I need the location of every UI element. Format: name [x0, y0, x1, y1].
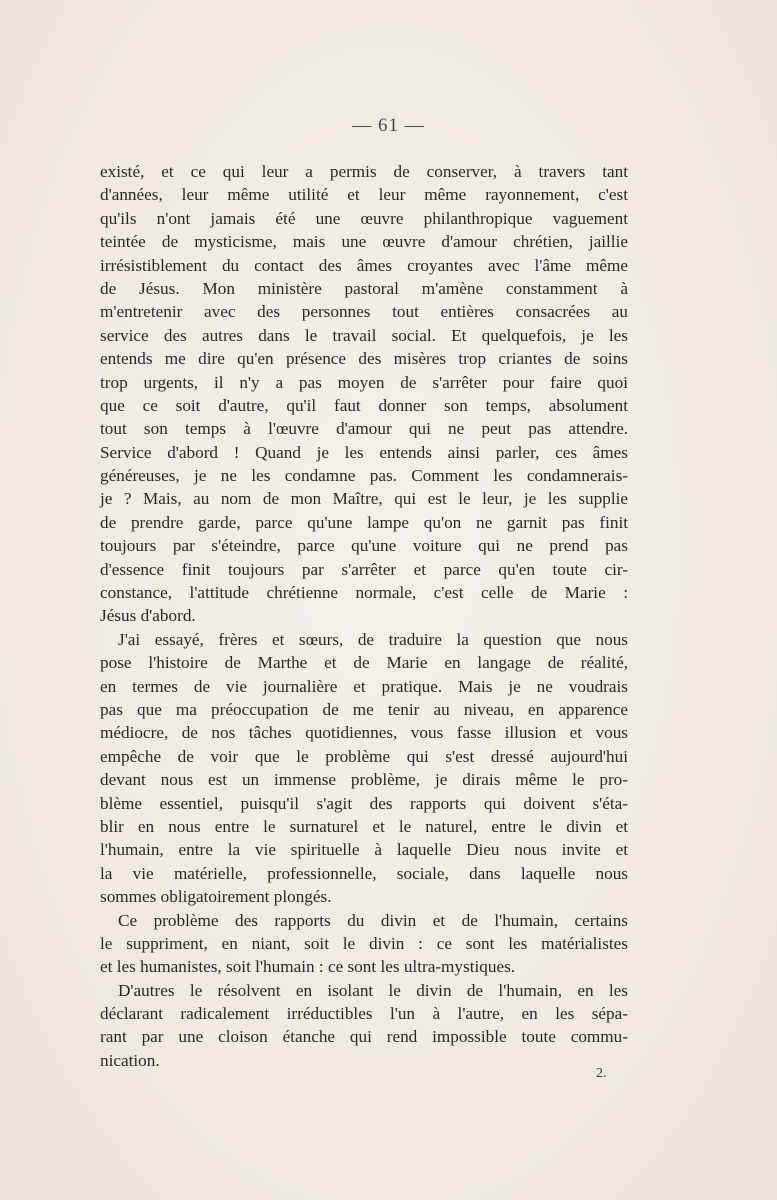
text-line: la vie matérielle, professionnelle, sociale, dans laquelle nous [100, 863, 628, 883]
text-line: pose l'histoire de Marthe et de Marie en langage de réalité, [100, 653, 628, 673]
text-line: en termes de vie journalière et pratique. Mais je ne voudrais [100, 676, 628, 696]
text-line: de Jésus. Mon ministère pastoral m'amène constamment à [100, 278, 628, 298]
text-line: qu'ils n'ont jamais été une œuvre philanthropique vaguement [100, 208, 628, 228]
text-line: le suppriment, en niant, soit le divin : ce sont les matérialistes [100, 933, 628, 953]
text-line: trop urgents, il n'y a pas moyen de s'arrêter pour faire quoi [100, 372, 628, 392]
text-line: et les humanistes, soit l'humain : ce sont les ultra-mystiques. [100, 957, 516, 977]
text-line: Ce problème des rapports du divin et de l'humain, certains [118, 910, 628, 930]
paragraph [100, 628, 628, 909]
text-line: d'essence finit toujours par s'arrêter et parce qu'en toute cir- [100, 559, 628, 579]
text-line: m'entretenir avec des personnes tout entières consacrées au [100, 302, 628, 322]
signature-mark: 2. [596, 1066, 607, 1081]
text-line: existé, et ce qui leur a permis de conserver, à travers tant [100, 162, 628, 181]
text-line: pas que ma préoccupation de me tenir au niveau, en apparence [100, 699, 628, 719]
text-line: d'années, leur même utilité et leur même rayonnement, c'est [100, 185, 628, 205]
text-line: généreuses, je ne les condamne pas. Comment les condamnerais- [100, 466, 628, 486]
page-number: — 61 — [352, 115, 425, 136]
text-line: constance, l'attitude chrétienne normale, c'est celle de Marie : [100, 583, 628, 603]
text-line: Service d'abord ! Quand je les entends ainsi parler, ces âmes [100, 442, 628, 462]
text-line: nication. [100, 1050, 160, 1070]
text-line: toujours par s'éteindre, parce qu'une voiture qui ne prend pas [100, 536, 628, 556]
text-line: l'humain, entre la vie spirituelle à laquelle Dieu nous invite et [100, 840, 628, 860]
text-line: rant par une cloison étanche qui rend impossible toute commu- [100, 1027, 628, 1047]
text-line: tout son temps à l'œuvre d'amour qui ne peut pas attendre. [100, 419, 628, 439]
text-line: devant nous est un immense problème, je dirais même le pro- [100, 770, 628, 790]
paragraph [100, 160, 628, 628]
paragraph [100, 909, 628, 979]
text-line: sommes obligatoirement plongés. [100, 887, 332, 907]
text-line: J'ai essayé, frères et sœurs, de traduire la question que nous [118, 629, 628, 649]
text-line: empêche de voir que le problème qui s'est dressé aujourd'hui [100, 746, 628, 766]
text-line: irrésistiblement du contact des âmes croyantes avec l'âme même [100, 255, 628, 275]
paragraph [100, 979, 628, 1073]
text-line: que ce soit d'autre, qu'il faut donner son temps, absolument [100, 395, 628, 415]
text-line: teintée de mysticisme, mais une œuvre d'amour chrétien, jaillie [100, 232, 628, 252]
text-line: de prendre garde, parce qu'une lampe qu'on ne garnit pas finit [100, 512, 628, 532]
text-line: service des autres dans le travail social. Et quelquefois, je les [100, 325, 628, 345]
text-line: je ? Mais, au nom de mon Maître, qui est le leur, je les supplie [100, 489, 628, 509]
text-line: médiocre, de nos tâches quotidiennes, vous fasse illusion et vous [100, 723, 628, 743]
text-line: entends me dire qu'en présence des misères trop criantes de soins [100, 349, 628, 369]
body-text [100, 160, 628, 1072]
text-line: D'autres le résolvent en isolant le divin de l'humain, en les [118, 980, 628, 1000]
text-line: déclarant radicalement irréductibles l'un à l'autre, en les sépa- [100, 1004, 628, 1024]
text-line: blir en nous entre le surnaturel et le naturel, entre le divin et [100, 816, 628, 836]
text-line: blème essentiel, puisqu'il s'agit des rapports qui doivent s'éta- [100, 793, 628, 813]
text-line: Jésus d'abord. [100, 606, 196, 626]
